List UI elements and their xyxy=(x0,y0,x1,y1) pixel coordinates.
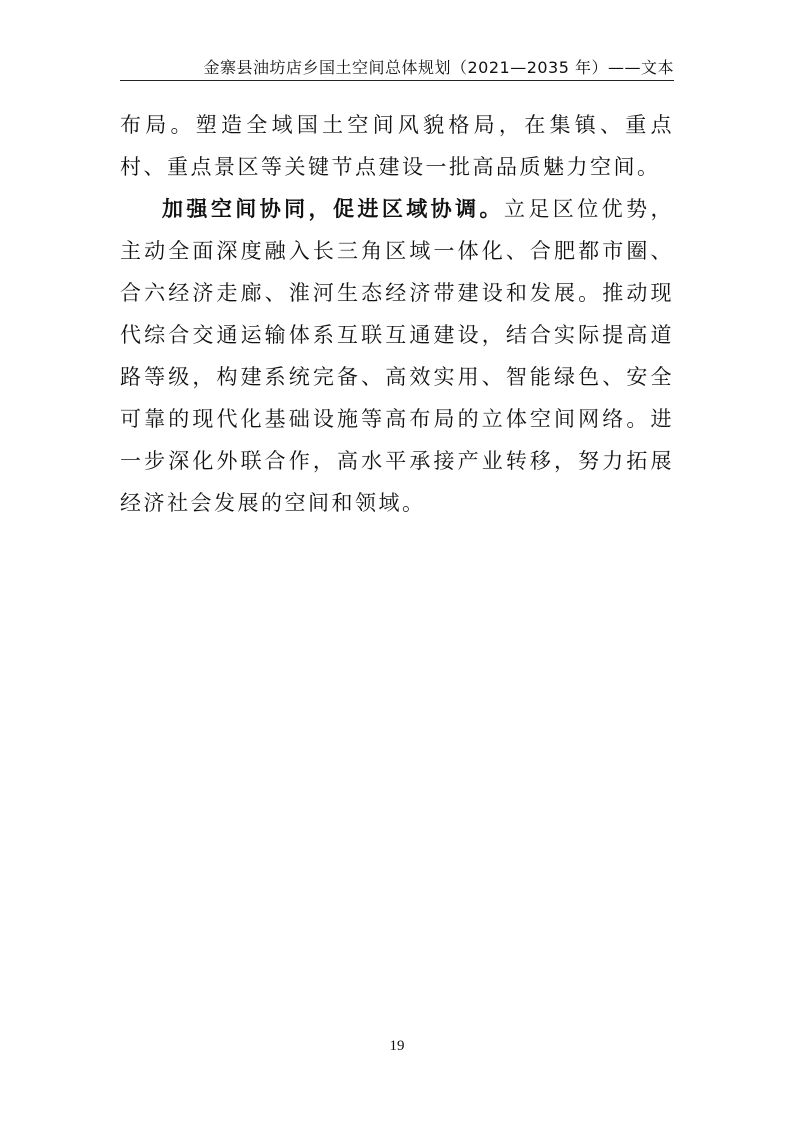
body-text xyxy=(120,104,674,524)
paragraph-text: 立足区位优势，主动全面深度融入长三角区域一体化、合肥都市圈、合六经济走廊、淮河生态经济带建设和发展。推动现代综合交通运输体系互联互通建设，结合实际提高道路等级，构建系统完备、高效实用、智能绿色、安全可靠的现代化基础设施等高布局的立体空间网络。进一步深化外联合作，高水平承接产业转移，努力拓展经济社会发展的空间和领域。 xyxy=(120,197,675,515)
paragraph-spatial-coordination xyxy=(120,188,674,524)
paragraph-text: 布局。塑造全域国土空间风貌格局，在集镇、重点村、重点景区等关键节点建设一批高品质魅力空间。 xyxy=(120,113,674,179)
paragraph-lead-heading: 加强空间协同，促进区域协调。 xyxy=(162,197,504,221)
page-number: 19 xyxy=(389,1038,405,1054)
header-divider xyxy=(120,80,674,81)
paragraph-continuation xyxy=(120,104,674,188)
header-title: 金寨县油坊店乡国土空间总体规划（2021—2035 年）——文本 xyxy=(203,58,674,77)
